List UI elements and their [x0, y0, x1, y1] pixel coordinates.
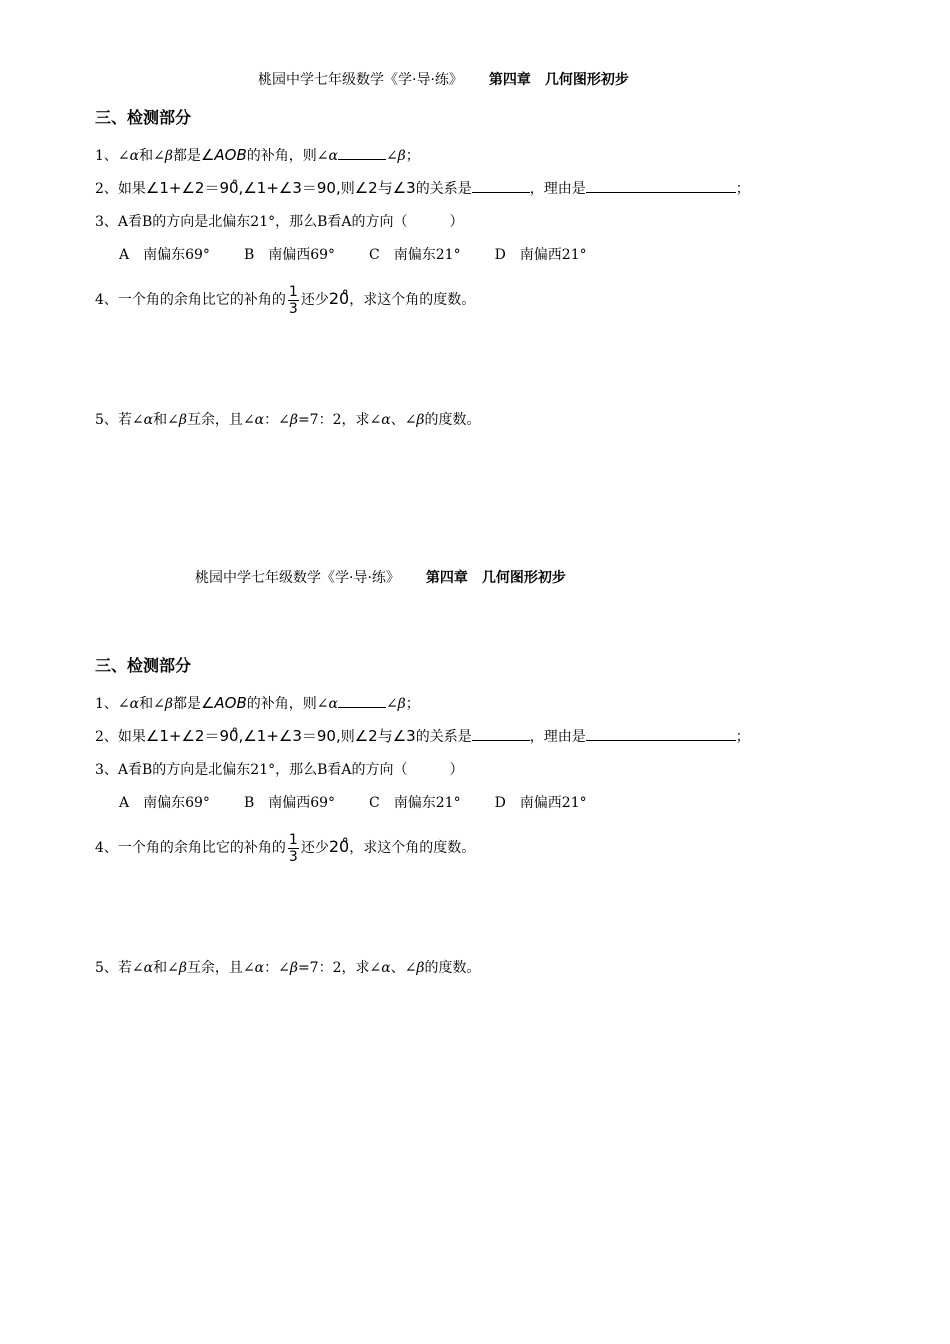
- answer-blank[interactable]: [472, 726, 530, 741]
- fraction: $\frac{1}{3}$: [288, 283, 298, 317]
- answer-blank[interactable]: [338, 145, 386, 160]
- question-3-options: [119, 793, 621, 813]
- option-a[interactable]: A 南偏东69°: [119, 247, 210, 263]
- question-1: 1、∠α和∠β都是∠AOB的补角，则∠α ∠β；: [95, 694, 420, 712]
- page-header: [258, 70, 629, 90]
- question-3: 3、A看B的方向是北偏东21°，那么B看A的方向（ ）: [95, 762, 464, 778]
- option-c[interactable]: C 南偏东21°: [369, 795, 461, 811]
- page-header: [195, 568, 566, 588]
- question-3-options: [119, 245, 621, 265]
- answer-blank[interactable]: [338, 693, 386, 708]
- question-1: 1、∠α和∠β都是∠AOB的补角，则∠α ∠β；: [95, 146, 420, 164]
- question-2: 2、如果∠1+∠2＝90̊,∠1+∠3＝90,则∠2与∠3的关系是 ，理由是 ；: [95, 727, 750, 745]
- option-c[interactable]: C 南偏东21°: [369, 247, 461, 263]
- header-title: 桃园中学七年级数学《学·导·练》: [258, 72, 463, 88]
- section-title: 三、检测部分: [95, 656, 192, 675]
- option-a[interactable]: A 南偏东69°: [119, 795, 210, 811]
- question-4: 4、一个角的余角比它的补角的 $\frac{1}{3}$ 还少20̊，求这个角的度数。: [95, 283, 476, 317]
- option-d[interactable]: D 南偏西21°: [494, 247, 587, 263]
- header-title: 桃园中学七年级数学《学·导·练》: [195, 570, 400, 586]
- question-5: 5、若∠α和∠β互余，且∠α：∠β=7：2，求∠α、∠β的度数。: [95, 960, 481, 976]
- reason-blank[interactable]: [586, 178, 736, 193]
- option-b[interactable]: B 南偏西69°: [243, 247, 336, 263]
- section-title: 三、检测部分: [95, 108, 192, 127]
- option-b[interactable]: B 南偏西69°: [243, 795, 336, 811]
- reason-blank[interactable]: [586, 726, 736, 741]
- question-4: 4、一个角的余角比它的补角的 $\frac{1}{3}$ 还少20̊，求这个角的度数。: [95, 831, 476, 865]
- question-5: 5、若∠α和∠β互余，且∠α：∠β=7：2，求∠α、∠β的度数。: [95, 412, 481, 428]
- question-2: 2、如果∠1+∠2＝90̊,∠1+∠3＝90,则∠2与∠3的关系是 ，理由是 ；: [95, 179, 750, 197]
- fraction: $\frac{1}{3}$: [288, 831, 298, 865]
- question-3: 3、A看B的方向是北偏东21°，那么B看A的方向（ ）: [95, 214, 464, 230]
- option-d[interactable]: D 南偏西21°: [494, 795, 587, 811]
- answer-blank[interactable]: [472, 178, 530, 193]
- header-chapter: 第四章 几何图形初步: [488, 72, 629, 88]
- header-chapter: 第四章 几何图形初步: [425, 570, 566, 586]
